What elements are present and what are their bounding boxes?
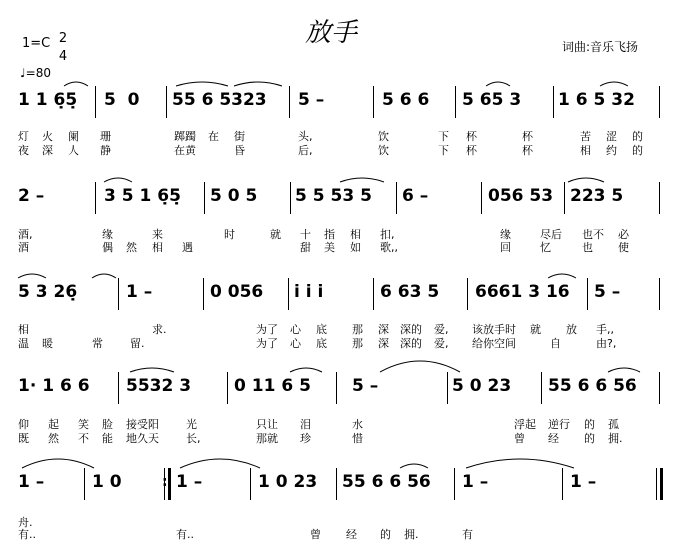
measure: 1 0: [92, 472, 122, 492]
lyric: 经: [346, 528, 357, 541]
measure: 5 3 26̣: [18, 282, 78, 302]
barline: [553, 86, 554, 118]
lyric: 留.: [130, 337, 145, 350]
final-barline: [656, 468, 657, 500]
measure: 1 –: [570, 472, 597, 492]
lyric: 踯躅: [174, 130, 196, 143]
lyric: 拥.: [608, 432, 623, 445]
barline: [250, 468, 251, 500]
lyric: 笑: [78, 418, 89, 431]
lyric: 来: [152, 228, 163, 241]
lyric: 街: [234, 130, 245, 143]
lyric: 底: [316, 337, 327, 350]
barline: [659, 372, 660, 404]
lyric: 必: [618, 228, 629, 241]
measure: 0 11 6 5: [234, 376, 311, 396]
lyric: 仰: [18, 418, 29, 431]
barline: [118, 372, 119, 404]
measure: 55 6 5323: [172, 90, 267, 110]
lyric: 该放手时: [472, 323, 516, 336]
lyric: 舟.: [18, 516, 33, 529]
lyric: 的: [632, 144, 643, 157]
lyric: 的: [584, 432, 595, 445]
lyric: 甜: [300, 241, 311, 254]
barline: [562, 468, 563, 500]
measure: 1 –: [176, 472, 203, 492]
time-numerator: 2: [58, 31, 68, 46]
lyric: 火: [42, 130, 53, 143]
measure: 1· 1 6 6: [18, 376, 90, 396]
lyric: 深: [378, 323, 389, 336]
lyric: 涩: [606, 130, 617, 143]
measure: 1 0 23: [258, 472, 318, 492]
lyric: 然: [126, 241, 137, 254]
lyric: 不: [78, 432, 89, 445]
barline: [227, 372, 228, 404]
measure: 223 5: [570, 186, 624, 206]
lyric: 珊: [100, 130, 111, 143]
lyric: 酒: [18, 241, 29, 254]
lyric: 泪: [300, 418, 311, 431]
lyric: 常: [92, 337, 103, 350]
lyric: 深: [42, 144, 53, 157]
lyric: 自: [550, 337, 561, 350]
slur: [22, 459, 94, 468]
lyric: 就: [530, 323, 541, 336]
lyric: 接受阳: [126, 418, 159, 431]
measure: 5 65 3: [462, 90, 522, 110]
barline: [455, 86, 456, 118]
barline: [541, 372, 542, 404]
barline: [447, 372, 448, 404]
lyric: 杯: [522, 130, 533, 143]
lyric: 经: [548, 432, 559, 445]
barline: [289, 86, 290, 118]
lyric: 苦: [580, 130, 591, 143]
lyric: 静: [100, 144, 111, 157]
lyric: 拥.: [404, 528, 419, 541]
lyric: 脸: [102, 418, 113, 431]
lyric: 孤: [608, 418, 619, 431]
slur: [466, 459, 574, 468]
measure: 5 0: [104, 90, 140, 110]
barline: [659, 182, 660, 214]
lyrics-line-1: [0, 226, 687, 240]
barline: [587, 278, 588, 310]
barline: [659, 278, 660, 310]
lyric: 下: [438, 144, 449, 157]
barline: [659, 86, 660, 118]
lyric: 浮起: [514, 418, 536, 431]
lyric: 饮: [378, 130, 389, 143]
lyric: 美: [324, 241, 335, 254]
lyric: 扣,: [380, 228, 395, 241]
barline: [373, 86, 374, 118]
lyric: 逆行: [548, 418, 570, 431]
barline: [84, 468, 85, 500]
lyric: 缘: [102, 228, 113, 241]
lyric: 放: [566, 323, 577, 336]
song-title: 放手: [305, 18, 358, 48]
lyric: 既: [18, 432, 29, 445]
lyric: 为了: [256, 337, 278, 350]
lyric: 心: [290, 323, 301, 336]
lyric: 深的: [400, 323, 422, 336]
lyric: 相: [18, 323, 29, 336]
lyric: 为了: [256, 323, 278, 336]
lyric: 有: [462, 528, 473, 541]
lyric: 珍: [300, 432, 311, 445]
barline: [166, 86, 167, 118]
lyrics-line-1: [0, 128, 687, 142]
lyric: 相: [350, 228, 361, 241]
measure: 5 6 6: [382, 90, 430, 110]
lyric: 水: [352, 418, 363, 431]
measure: 55 6 6 56: [342, 472, 431, 492]
lyric: 长,: [186, 432, 201, 445]
lyric: 爱,: [434, 323, 449, 336]
notes-row: [0, 86, 687, 116]
lyric: 能: [102, 432, 113, 445]
lyric: 夜: [18, 144, 29, 157]
lyric: 在黄: [174, 144, 196, 157]
lyric: 约: [606, 144, 617, 157]
barline: [481, 182, 482, 214]
lyric: 尽后: [540, 228, 562, 241]
lyric: 深: [378, 337, 389, 350]
barline: [288, 278, 289, 310]
lyric: 杯: [466, 144, 477, 157]
measure: 5532 3: [126, 376, 192, 396]
lyric: 那: [352, 337, 363, 350]
notes-row: [0, 468, 687, 498]
notes-row: [0, 278, 687, 308]
lyric: 人: [68, 144, 79, 157]
lyric: 如: [350, 241, 361, 254]
repeat-barline: [168, 468, 171, 500]
lyric: 手,,: [596, 323, 614, 336]
time-denominator: 4: [58, 49, 68, 64]
measure: 1 6 5 32: [558, 90, 635, 110]
lyric: 后,: [298, 144, 313, 157]
lyric: 相: [580, 144, 591, 157]
measure: 0 056: [210, 282, 264, 302]
measure: 5 0 5: [210, 186, 258, 206]
lyric: 曾: [310, 528, 321, 541]
lyrics-line-2: [0, 526, 687, 540]
barline: [336, 372, 337, 404]
lyric: 惜: [352, 432, 363, 445]
lyric: 暖: [42, 337, 53, 350]
lyric: 只让: [256, 418, 278, 431]
measure: 1 –: [462, 472, 489, 492]
lyrics-line-2: [0, 430, 687, 444]
lyric: 遇: [182, 241, 193, 254]
lyrics-line-2: [0, 142, 687, 156]
lyric: 地久天: [126, 432, 159, 445]
lyric: 爱,: [434, 337, 449, 350]
lyrics-line-2: [0, 335, 687, 349]
lyric: 由?,: [596, 337, 617, 350]
lyric: 杯: [466, 130, 477, 143]
tempo-marking: ♩=80: [20, 66, 51, 80]
measure: 5 5 53 5: [295, 186, 372, 206]
barline: [290, 182, 291, 214]
lyric: 心: [290, 337, 301, 350]
slur: [180, 459, 260, 468]
lyric: 的: [380, 528, 391, 541]
lyric: 的: [632, 130, 643, 143]
lyric: 回: [500, 241, 511, 254]
lyrics-line-1: [0, 416, 687, 430]
barline: [203, 278, 204, 310]
lyrics-line-2: [0, 239, 687, 253]
barline: [204, 182, 205, 214]
key-signature: 1=C: [22, 36, 51, 51]
lyric: 灯: [18, 130, 29, 143]
barline: [118, 278, 119, 310]
final-barline-thick: [660, 468, 663, 500]
barline: [454, 468, 455, 500]
lyric: 相: [152, 241, 163, 254]
barline: [373, 278, 374, 310]
measure: 6 –: [402, 186, 429, 206]
measure: 55 6 6 56: [548, 376, 637, 396]
lyric: 求.: [152, 323, 167, 336]
lyric: 酒,: [18, 228, 33, 241]
barline: [564, 182, 565, 214]
lyric: 有..: [18, 528, 36, 541]
lyric: 然: [48, 432, 59, 445]
lyric: 下: [438, 130, 449, 143]
lyric: 杯: [522, 144, 533, 157]
lyric: 给你空间: [472, 337, 516, 350]
lyric: 也: [582, 241, 593, 254]
measure: 5 –: [298, 90, 325, 110]
lyric: 就: [270, 228, 281, 241]
lyric: 的: [584, 418, 595, 431]
lyric: 偶: [102, 241, 113, 254]
lyric: 有..: [176, 528, 194, 541]
notes-row: [0, 372, 687, 402]
lyric: 使: [618, 241, 629, 254]
lyrics-line-1: [0, 321, 687, 335]
measure: 5 –: [352, 376, 379, 396]
measure: 6661 3 16: [475, 282, 570, 302]
measure: 5 –: [594, 282, 621, 302]
measure: 1 –: [18, 472, 45, 492]
barline: [95, 86, 96, 118]
lyric: 饮: [378, 144, 389, 157]
lyric: 忆: [540, 241, 551, 254]
barline: [396, 182, 397, 214]
lyric: 深的: [400, 337, 422, 350]
lyric: 歌,,: [380, 241, 398, 254]
repeat-dots: :: [162, 474, 168, 490]
lyric: 曾: [514, 432, 525, 445]
measure: i i i: [294, 282, 324, 302]
lyric: 也不: [582, 228, 604, 241]
measure: 3 5 1 6̣5̣: [104, 186, 181, 206]
lyric: 在: [208, 130, 219, 143]
lyric: 底: [316, 323, 327, 336]
lyric: 阑: [68, 130, 79, 143]
lyric: 光: [186, 418, 197, 431]
barline: [95, 182, 96, 214]
time-signature: [57, 30, 69, 66]
lyric: 时: [224, 228, 235, 241]
lyric: 昏: [234, 144, 245, 157]
measure: 1 –: [126, 282, 153, 302]
lyric: 缘: [500, 228, 511, 241]
lyric: 那: [352, 323, 363, 336]
credit-line: 词曲:音乐飞扬: [562, 40, 639, 54]
barline: [336, 468, 337, 500]
lyric: 指: [324, 228, 335, 241]
notes-row: [0, 182, 687, 212]
measure: 056 53: [488, 186, 554, 206]
lyric: 十: [300, 228, 311, 241]
measure: 5 0 23: [452, 376, 512, 396]
measure: 2 –: [18, 186, 45, 206]
barline: [467, 278, 468, 310]
measure: 1 1 6̣5̣: [18, 90, 78, 110]
lyric: 温: [18, 337, 29, 350]
lyric: 起: [48, 418, 59, 431]
slur: [380, 361, 460, 372]
lyric: 头,: [298, 130, 313, 143]
lyric: 那就: [256, 432, 278, 445]
measure: 6 63 5: [380, 282, 440, 302]
